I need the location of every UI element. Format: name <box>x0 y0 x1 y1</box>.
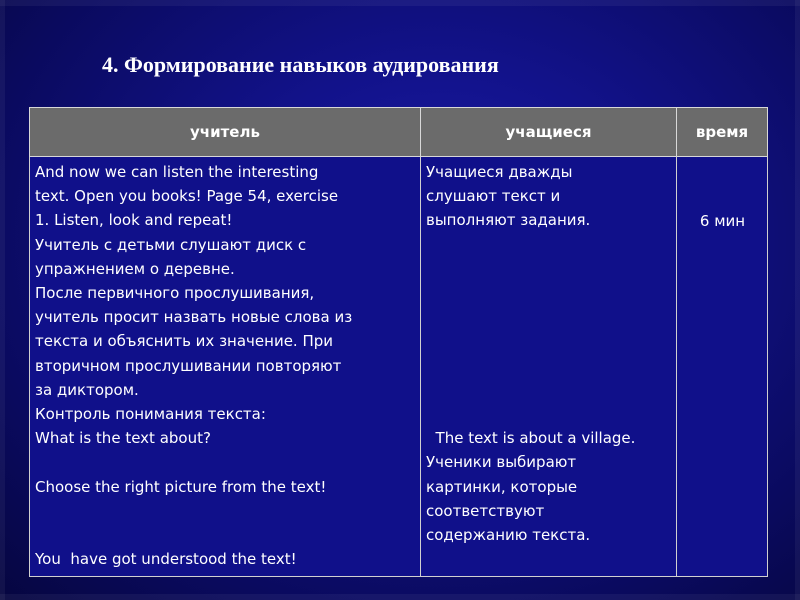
students-cell <box>421 157 677 577</box>
header-teacher: учитель <box>30 108 421 157</box>
teacher-line: Учитель с детьми слушают диск с <box>35 235 307 254</box>
student-line-blank <box>426 402 672 426</box>
teacher-cell <box>30 157 421 577</box>
teacher-line: текста и объяснить их значение. При <box>35 332 334 351</box>
student-line: Ученики выбирают <box>426 453 577 472</box>
teacher-line-blank <box>35 523 416 547</box>
student-line: картинки, которые <box>426 477 578 496</box>
background-stripe-left <box>0 0 5 600</box>
teacher-line: После первичного прослушивания, <box>35 284 315 303</box>
background-stripe-bottom <box>0 594 800 600</box>
student-line-blank <box>426 281 672 305</box>
time-value: 6 мин <box>699 212 746 230</box>
background-stripe-top <box>0 0 800 6</box>
student-line-blank <box>426 233 672 257</box>
table-header-row <box>30 108 768 157</box>
background-stripe-right <box>795 0 800 600</box>
teacher-line: Choose the right picture from the text! <box>35 477 327 496</box>
student-line-blank <box>426 354 672 378</box>
student-line: выполняют задания. <box>426 211 591 230</box>
teacher-line-blank <box>35 499 416 523</box>
students-text <box>421 157 676 547</box>
header-students: учащиеся <box>421 108 677 157</box>
teacher-line-blank <box>35 450 416 474</box>
teacher-line: Контроль понимания текста: <box>35 405 266 424</box>
lesson-table <box>29 107 768 577</box>
teacher-line: 1. Listen, look and repeat! <box>35 211 233 230</box>
teacher-line: вторичном прослушивании повторяют <box>35 356 342 375</box>
teacher-line: за диктором. <box>35 380 139 399</box>
header-time: время <box>677 108 768 157</box>
time-cell <box>677 157 768 577</box>
student-line: содержанию текста. <box>426 525 591 544</box>
table-row <box>30 157 768 577</box>
student-line-blank <box>426 305 672 329</box>
student-line-blank <box>426 378 672 402</box>
student-line: Учащиеся дважды <box>426 163 573 181</box>
student-line-blank <box>426 329 672 353</box>
teacher-line: And now we can listen the interesting <box>35 163 319 181</box>
teacher-line: упражнением о деревне. <box>35 259 235 278</box>
teacher-line: учитель просит назвать новые слова из <box>35 308 353 327</box>
student-line: The text is about a village. <box>426 429 636 448</box>
student-line-blank <box>426 257 672 281</box>
slide-title: 4. Формирование навыков аудирования <box>102 52 499 77</box>
teacher-text <box>30 157 420 571</box>
student-line: соответствуют <box>426 501 545 520</box>
teacher-line: You have got understood the text! <box>35 550 297 569</box>
student-line: слушают текст и <box>426 187 561 206</box>
teacher-line: What is the text about? <box>35 429 211 448</box>
teacher-line: text. Open you books! Page 54, exercise <box>35 187 339 206</box>
